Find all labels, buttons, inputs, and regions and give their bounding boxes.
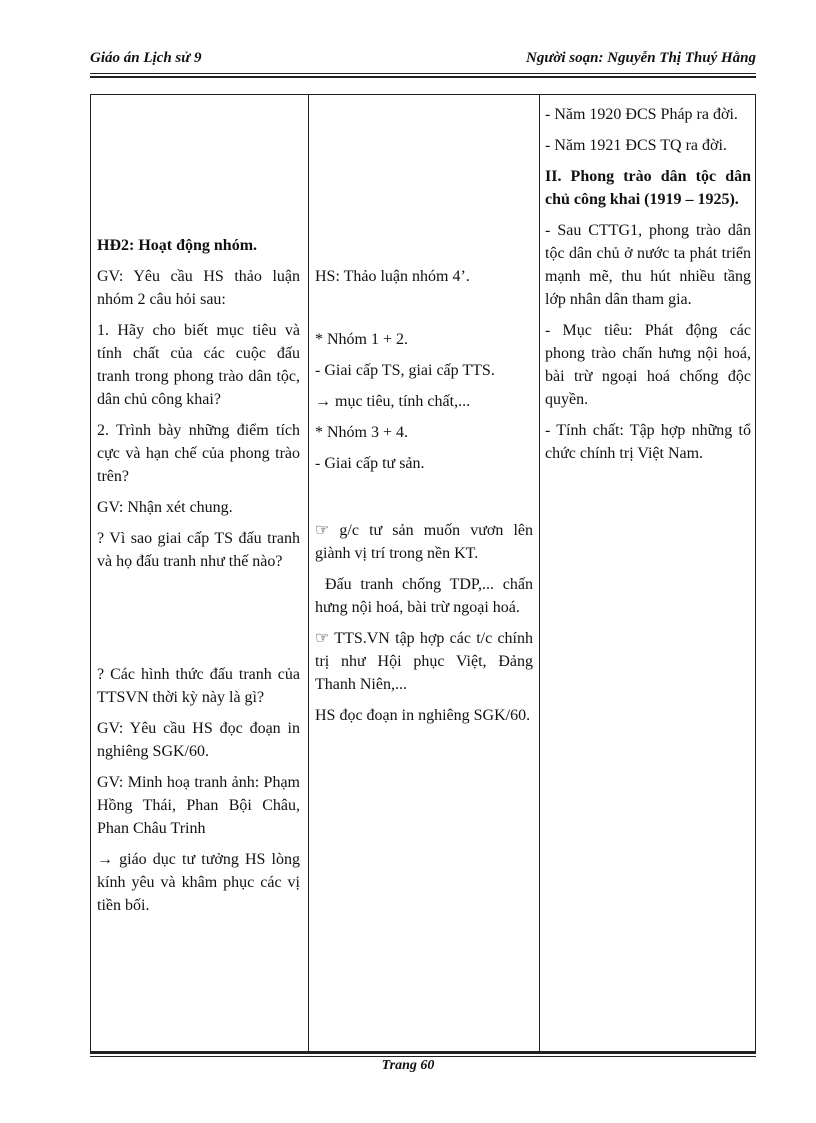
text-paragraph: * Nhóm 3 + 4.	[315, 424, 409, 441]
header-rule-thick	[90, 76, 756, 78]
section-heading: II. Phong trào dân tộc dân chủ công khai (1919 – 1925).	[545, 168, 751, 208]
lesson-table	[90, 94, 756, 1052]
text-paragraph: → mục tiêu, tính chất,...	[315, 393, 471, 410]
text-paragraph: 1. Hãy cho biết mục tiêu và tính chất của các cuộc đấu tranh trong phong trào dân tộc, dân chủ công khai?	[97, 322, 300, 408]
student-activity-column	[315, 265, 533, 735]
teacher-activity-column	[97, 234, 300, 925]
header-subject: Giáo án Lịch sử 9	[90, 50, 202, 66]
page-header	[90, 50, 756, 70]
header-rule	[90, 73, 756, 74]
text-paragraph: - Tính chất: Tập hợp những tổ chức chính trị Việt Nam.	[545, 422, 751, 462]
text-paragraph: - Mục tiêu: Phát động các phong trào chấn hưng nội hoá, bài trừ ngoại hoá chống độc quyền.	[545, 322, 751, 408]
text-paragraph: * Nhóm 1 + 2.	[315, 331, 409, 348]
activity-heading: HĐ2: Hoạt động nhóm.	[97, 237, 258, 254]
column-divider-2	[539, 95, 540, 1051]
text-paragraph: - Năm 1920 ĐCS Pháp ra đời.	[545, 106, 738, 123]
text-paragraph: ☞ TTS.VN tập hợp các t/c chính trị như Hội phục Việt, Đảng Thanh Niên,...	[315, 630, 533, 693]
text-paragraph: GV: Yêu cầu HS thảo luận nhóm 2 câu hỏi sau:	[97, 268, 300, 308]
page-number: Trang 60	[381, 1058, 435, 1073]
text-paragraph: GV: Minh hoạ tranh ảnh: Phạm Hồng Thái, Phan Bội Châu, Phan Châu Trinh	[97, 774, 300, 837]
text-paragraph: HS đọc đoạn in nghiêng SGK/60.	[315, 707, 531, 724]
text-paragraph: ? Các hình thức đấu tranh của TTSVN thời kỳ này là gì?	[97, 666, 300, 706]
text-paragraph: - Giai cấp tư sản.	[315, 455, 425, 472]
text-paragraph: ? Vì sao giai cấp TS đấu tranh và họ đấu tranh như thế nào?	[97, 530, 300, 570]
text-paragraph: - Giai cấp TS, giai cấp TTS.	[315, 362, 495, 379]
text-paragraph: - Năm 1921 ĐCS TQ ra đời.	[545, 137, 727, 154]
column-divider-1	[308, 95, 309, 1051]
text-paragraph: Đấu tranh chống TDP,... chấn hưng nội hoá, bài trừ ngoại hoá.	[315, 576, 533, 616]
header-author: Người soạn: Nguyễn Thị Thuý Hằng	[526, 50, 756, 66]
text-paragraph: 2. Trình bày những điểm tích cực và hạn chế của phong trào trên?	[97, 422, 300, 485]
text-paragraph: GV: Nhận xét chung.	[97, 499, 233, 516]
text-paragraph: → giáo dục tư tưởng HS lòng kính yêu và khâm phục các vị tiền bối.	[97, 851, 300, 914]
footer-rule-thick	[90, 1052, 756, 1054]
text-paragraph: - Sau CTTG1, phong trào dân tộc dân chủ ở nước ta phát triển mạnh mẽ, thu hút nhiều tầng lớp nhân dân tham gia.	[545, 222, 751, 308]
text-paragraph: GV: Yêu cầu HS đọc đoạn in nghiêng SGK/60.	[97, 720, 300, 760]
content-column	[545, 103, 751, 473]
text-paragraph: ☞ g/c tư sản muốn vươn lên giành vị trí trong nền KT.	[315, 522, 533, 562]
footer-rule	[90, 1056, 756, 1057]
text-paragraph: HS: Thảo luận nhóm 4’.	[315, 268, 470, 285]
